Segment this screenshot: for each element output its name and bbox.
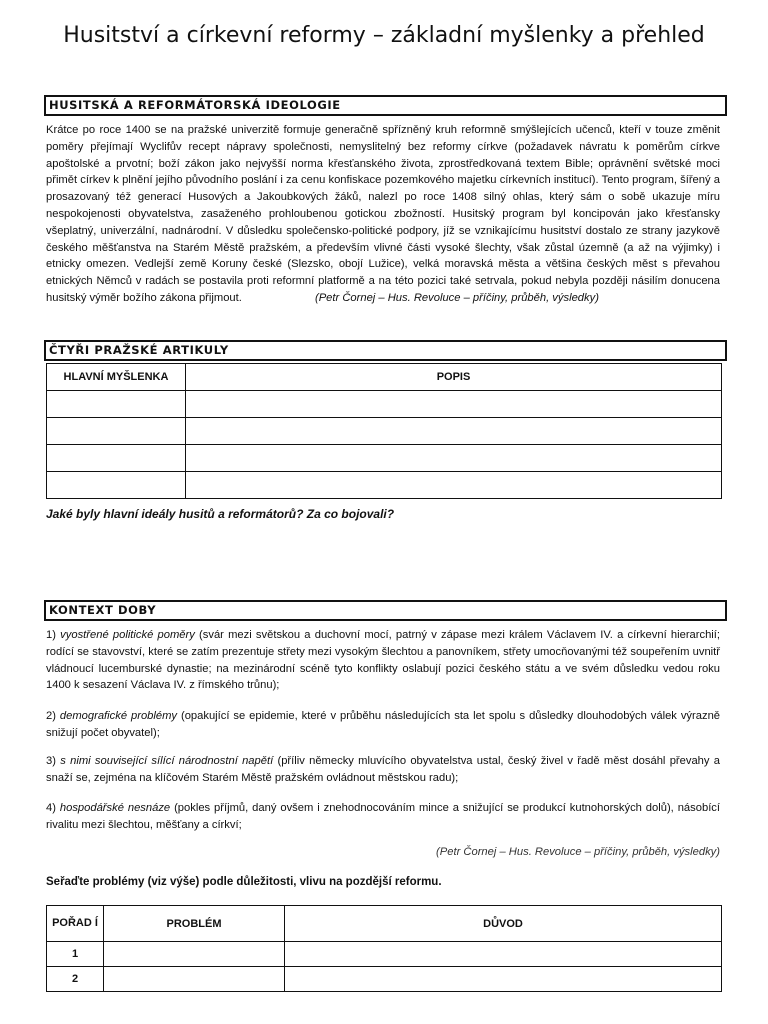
ranking-task: Seřaďte problémy (viz výše) podle důležitosti, vlivu na pozdější reformu. xyxy=(46,876,442,888)
ideology-citation: (Petr Čornej – Hus. Revoluce – příčiny, průběh, výsledky) xyxy=(314,291,599,304)
table-row xyxy=(47,967,722,992)
section-heading-context: KONTEXT DOBY xyxy=(44,600,727,621)
item-number: 3) xyxy=(46,755,56,767)
item-term: hospodářské nesnáze xyxy=(59,802,171,814)
item-text: (pokles příjmů, daný ovšem i znehodnocováním mince a snižující se produkcí kutnohorských dolů), násobící rivalitu mezi šlechtou, měšťany a církví; xyxy=(46,802,720,831)
item-text: (příliv německy mluvícího obyvatelstva ustal, český živel v řadě měst dosáhl převahy a snaží se, zejména na klíčovém Starém Městě pražském ovládnout městskou radu); xyxy=(46,755,720,784)
context-citation: (Petr Čornej – Hus. Revoluce – příčiny, průběh, výsledky) xyxy=(436,846,720,858)
table-row xyxy=(47,418,722,445)
table-cell[interactable] xyxy=(47,391,186,418)
context-item-3 xyxy=(46,753,720,787)
ranking-table xyxy=(46,905,722,992)
column-header-description: POPIS xyxy=(186,364,722,391)
table-cell[interactable] xyxy=(186,445,722,472)
context-item-4 xyxy=(46,800,720,834)
section-heading-articles: ČTYŘI PRAŽSKÉ ARTIKULY xyxy=(44,340,727,361)
column-header-problem: PROBLÉM xyxy=(104,906,285,942)
table-header-row xyxy=(47,364,722,391)
table-row xyxy=(47,942,722,967)
table-cell[interactable] xyxy=(186,472,722,499)
table-cell[interactable] xyxy=(285,967,722,992)
table-cell[interactable] xyxy=(47,472,186,499)
row-number: 2 xyxy=(47,967,104,992)
item-text: (opakující se epidemie, které v průběhu následujících sta let spolu s důsledky dlouhodobých válek výrazně snižují počet obyvatel); xyxy=(46,710,721,739)
ideology-paragraph xyxy=(46,122,720,307)
column-header-main-idea: HLAVNÍ MYŠLENKA xyxy=(47,364,186,391)
table-header-row xyxy=(47,906,722,942)
articles-table xyxy=(46,363,722,499)
page-title: Husitství a církevní reformy – základní myšlenky a přehled xyxy=(63,23,705,48)
table-cell[interactable] xyxy=(104,967,285,992)
context-item-1 xyxy=(46,627,720,694)
table-row xyxy=(47,391,722,418)
table-cell[interactable] xyxy=(285,942,722,967)
table-row xyxy=(47,472,722,499)
ideology-text: Krátce po roce 1400 se na pražské univerzitě formuje generačně spřízněný kruh reformně smýšlejících učenců, kteří v touze změnit poměry přejímají Wyclifův recept nápravy společnosti, nemyslitelný bez reformy církve (požadavek návratu k poměrům církve apoštolské a prvotní; boží zákon jako nejvyšší norma křesťanského života, zprostředkovaná textem Bible; oprávnění světské moci přimět církev k plnění jejího původního poslání i za cenu konfiskace pozemkového majetku církevních institucí). Tento program, šířený a prosazovaný též generací Husových a Jakoubkových žáků, nalezl po roce 1408 silný ohlas, který sám o sobě ukazuje míru nespokojenosti obyvatelstva, zasaženého prohloubenou gotickou zbožností. Husitský program byl koncipován jako křesťansky všeplatný, univerzální, nadnárodní. V důsledku společensko-politické podpory, jíž se vznikajícímu husitství dostalo ze strany jazykově českého měšťanstva na Starém Městě pražském, a především vlivné části vysoké šlechty, však zůstal územně (a až na výjimky) i etnicky omezen. Vedlejší země Koruny české (Slezsko, obojí Lužice), velká moravská města a většina českých měst s převahou etnických Němců v radách se postavila proti reformní platformě a na této pozici také setrvala, pokud nebyla později násilím donucena husitský výměr božího zákona přijmout. xyxy=(46,124,720,304)
item-number: 4) xyxy=(46,802,56,814)
table-row xyxy=(47,445,722,472)
column-header-order: POŘAD Í xyxy=(47,906,104,942)
row-number: 1 xyxy=(47,942,104,967)
item-text: (svár mezi světskou a duchovní mocí, patrný v zápase mezi králem Václavem IV. a církevní hierarchií; rodící se stavovství, které se zatím prezentuje střety mezi vysokým šlechtou a panovníkem, střety umocňovanými též soupeřením uvnitř vládnoucí lucemburské dynastie; na mezinárodní scéně tyto konflikty oslabují pozici českého státu a ve svém důsledku vedou roku 1400 k sesazení Václava IV. z římského trůnu); xyxy=(46,629,721,692)
table-cell[interactable] xyxy=(104,942,285,967)
context-item-2 xyxy=(46,708,720,742)
question-ideals: Jaké byly hlavní ideály husitů a reformátorů? Za co bojovali? xyxy=(46,507,395,521)
item-term: s nimi související sílící národnostní napětí xyxy=(60,755,274,767)
item-number: 1) xyxy=(46,629,56,641)
table-cell[interactable] xyxy=(47,418,186,445)
table-cell[interactable] xyxy=(186,391,722,418)
item-number: 2) xyxy=(46,710,56,722)
item-term: demografické problémy xyxy=(59,710,178,722)
section-heading-ideology: HUSITSKÁ A REFORMÁTORSKÁ IDEOLOGIE xyxy=(44,95,727,116)
table-cell[interactable] xyxy=(47,445,186,472)
item-term: vyostřené politické poměry xyxy=(60,629,195,641)
column-header-reason: DŮVOD xyxy=(285,906,722,942)
table-cell[interactable] xyxy=(186,418,722,445)
